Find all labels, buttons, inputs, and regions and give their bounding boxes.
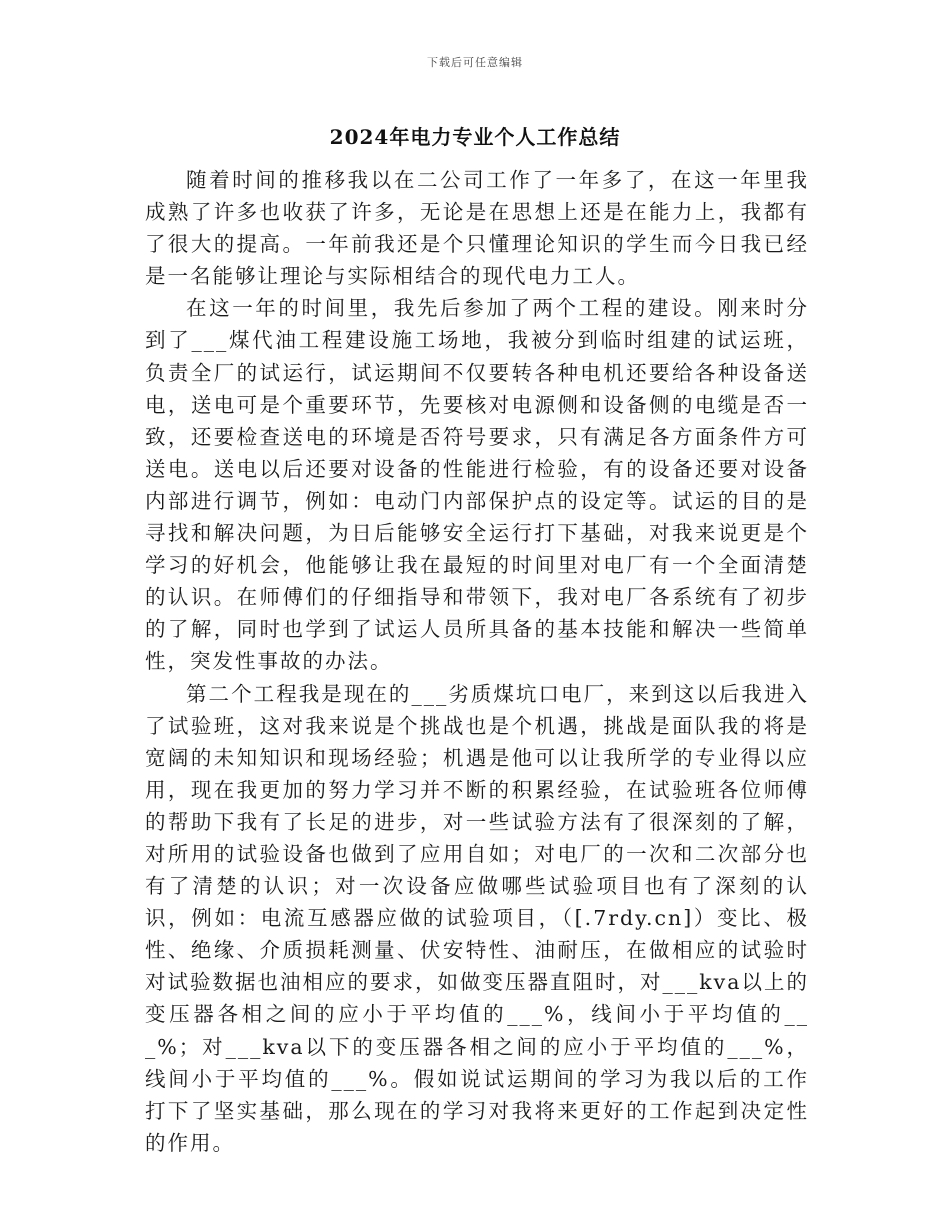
document-body	[145, 164, 809, 1159]
paragraph-2: 在这一年的时间里，我先后参加了两个工程的建设。刚来时分到了___煤代油工程建设施工场地，我被分到临时组建的试运班，负责全厂的试运行，试运期间不仅要转各种电机还要给各种设备送电，送电可是个重要环节，先要核对电源侧和设备侧的电缆是否一致，还要检查送电的环境是否符号要求，只有满足各方面条件方可送电。送电以后还要对设备的性能进行检验，有的设备还要对设备内部进行调节，例如：电动门内部保护点的设定等。试运的目的是寻找和解决问题，为日后能够安全运行打下基础，对我来说更是个学习的好机会，他能够让我在最短的时间里对电厂有一个全面清楚的认识。在师傅们的仔细指导和带领下，我对电厂各系统有了初步的了解，同时也学到了试运人员所具备的基本技能和解决一些简单性，突发性事故的办法。	[145, 296, 809, 674]
paragraph-1: 随着时间的推移我以在二公司工作了一年多了，在这一年里我成熟了许多也收获了许多，无论是在思想上还是在能力上，我都有了很大的提高。一年前我还是个只懂理论知识的学生而今日我已经是一名能够让理论与实际相结合的现代电力工人。	[145, 168, 809, 289]
page-header: 下载后可任意编辑	[427, 56, 523, 69]
document-title: 2024年电力专业个人工作总结	[329, 125, 621, 149]
paragraph-3: 第二个工程我是现在的___劣质煤坑口电厂，来到这以后我进入了试验班，这对我来说是个挑战也是个机遇，挑战是面队我的将是宽阔的未知知识和现场经验；机遇是他可以让我所学的专业得以应用，现在我更加的努力学习并不断的积累经验，在试验班各位师傅的帮助下我有了长足的进步，对一些试验方法有了很深刻的了解，对所用的试验设备也做到了应用自如；对电厂的一次和二次部分也有了清楚的认识；对一次设备应做哪些试验项目也有了深刻的认识，例如：电流互感器应做的试验项目，（[.7rdy.cn]）变比、极性、绝缘、介质损耗测量、伏安特性、油耐压，在做相应的试验时对试验数据也油相应的要求，如做变压器直阻时，对___kva以上的变压器各相之间的应小于平均值的___%，线间小于平均值的___%；对___kva以下的变压器各相之间的应小于平均值的___%，线间小于平均值的___%。假如说试运期间的学习为我以后的工作打下了坚实基础，那么现在的学习对我将来更好的工作起到决定性的作用。	[145, 681, 809, 1155]
